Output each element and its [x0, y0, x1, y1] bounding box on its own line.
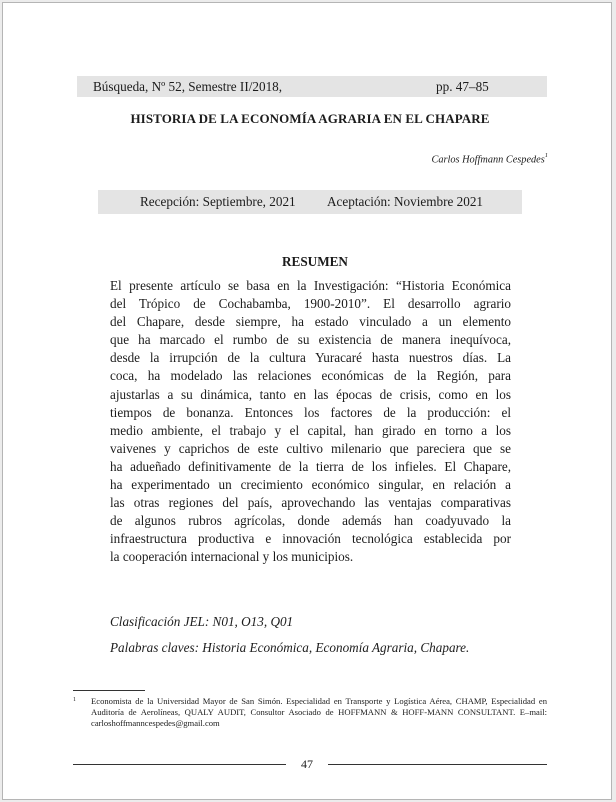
- abstract-line: del Chapare, desde siempre, ha estado vinculado a un elemento: [110, 314, 511, 330]
- article-title: HISTORIA DE LA ECONOMÍA AGRARIA EN EL CHAPARE: [130, 111, 490, 126]
- abstract-heading: RESUMEN: [282, 254, 348, 269]
- footnote-text: Economista de la Universidad Mayor de San Simón. Especialidad en Transporte y Logística Aérea, CHAMP, Especialidad en Auditoría de Aerolíneas, QUALY AUDIT, Consultor Asociado de HOFFMANN & HOFF-MANN CONSULTANT. E–mail: carloshoffmanncespedes@gmail.com: [91, 696, 547, 729]
- abstract-body: [110, 277, 511, 567]
- author-line: [431, 153, 548, 165]
- abstract-line: desde la irrupción de la cultura Yuracaré hasta nuestros días. La: [110, 350, 511, 366]
- abstract-line: la cooperación internacional y los municipios.: [110, 549, 354, 565]
- dates-bar: [98, 190, 522, 214]
- footer-rule-left: [73, 764, 286, 765]
- reception-date: Recepción: Septiembre, 2021: [140, 194, 296, 209]
- abstract-line: tiempos de bonanza. Entonces los factores de la producción: el: [110, 404, 511, 420]
- author-footnote-ref: 1: [544, 152, 548, 159]
- jel-classification: Clasificación JEL: N01, O13, Q01: [110, 614, 294, 629]
- abstract-line: del Trópico de Cochabamba, 1900-2010”. El desarrollo agrario: [110, 296, 511, 312]
- abstract-line: que ha marcado el rumbo de su existencia de manera inequívoca,: [110, 332, 511, 348]
- abstract-line: de algunos rubros agrícolas, donde además han coadyuvado la: [110, 513, 511, 529]
- abstract-line: infraestructura productiva e innovación tecnológica establecida por: [110, 531, 511, 547]
- page-number: 47: [301, 757, 313, 771]
- abstract-line: ajustarlas a su dinámica, tanto en las épocas de crisis, como en los: [110, 386, 511, 402]
- document-page: [2, 2, 612, 800]
- abstract-line: medio ambiente, el trabajo y el capital, han girado en torno a los: [110, 422, 511, 438]
- abstract-line: las otras regiones del país, aprovechando las ventajas comparativas: [110, 495, 511, 511]
- page-footer: [73, 756, 547, 772]
- journal-citation: Búsqueda, Nº 52, Semestre II/2018,: [93, 79, 283, 94]
- footnote-mark: 1: [73, 697, 76, 703]
- footer-rule-right: [328, 764, 547, 765]
- abstract-line: ha experimentado un crecimiento económico singular, en relación a: [110, 477, 511, 493]
- journal-header-bar: [77, 76, 547, 97]
- keywords: Palabras claves: Historia Económica, Economía Agraria, Chapare.: [110, 640, 470, 655]
- abstract-line: El presente artículo se basa en la Investigación: “Historia Económica: [110, 278, 511, 293]
- acceptance-date: Aceptación: Noviembre 2021: [327, 194, 484, 209]
- abstract-line: coca, ha modelado las relaciones económicas de la Región, para: [110, 368, 511, 384]
- abstract-line: vaivenes y caprichos de este cultivo milenario que pareciera que se: [110, 440, 511, 456]
- abstract-line: ha adueñado definitivamente de la tierra de los infieles. El Chapare,: [110, 458, 511, 474]
- page-range: pp. 47–85: [436, 79, 489, 94]
- author-name: Carlos Hoffmann Cespedes: [431, 154, 545, 166]
- footnote-divider: [73, 690, 145, 691]
- footnote: [73, 696, 547, 730]
